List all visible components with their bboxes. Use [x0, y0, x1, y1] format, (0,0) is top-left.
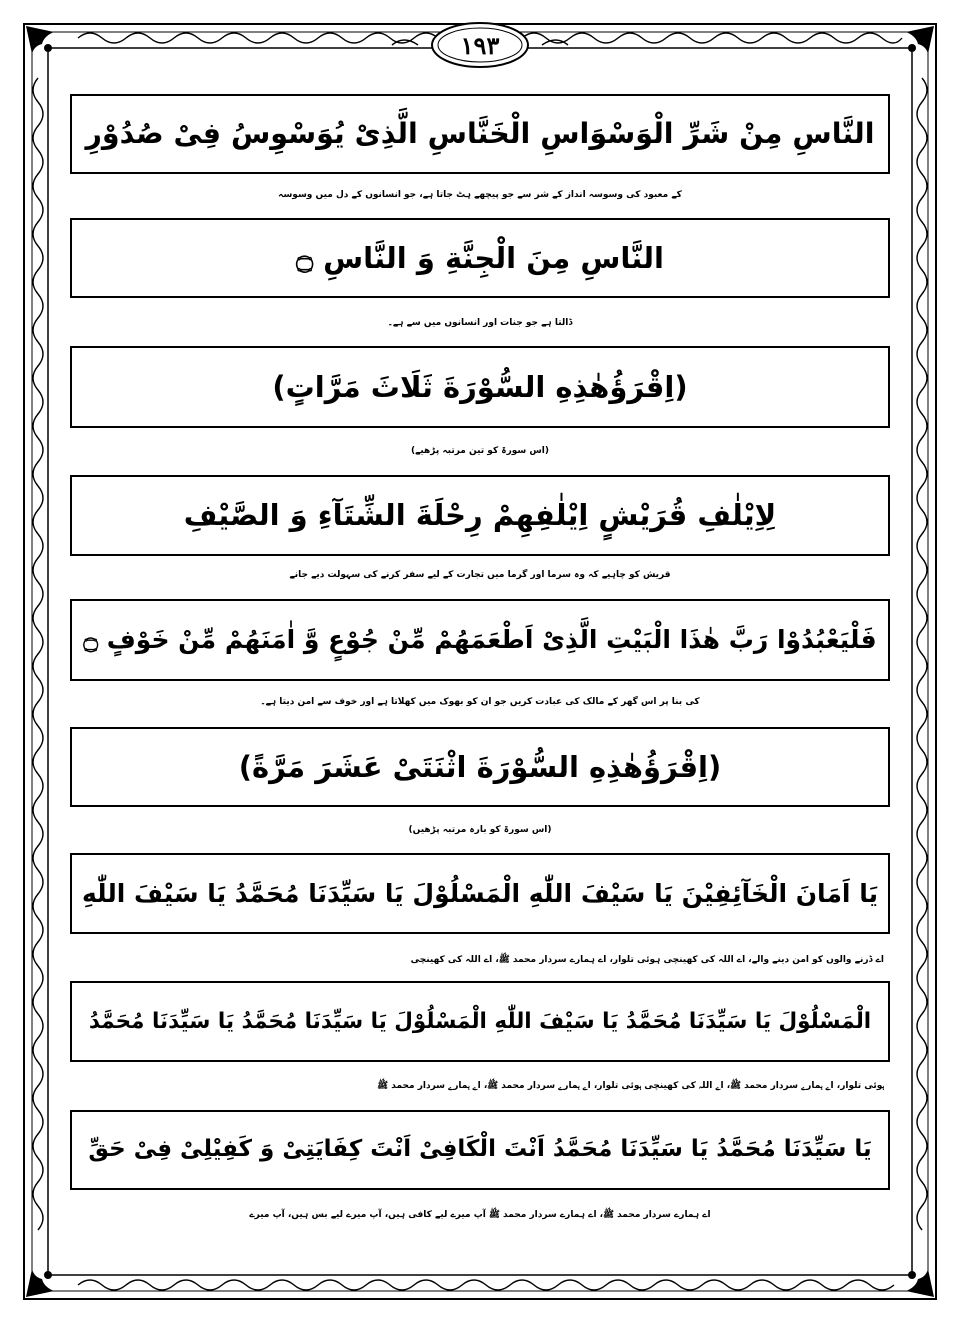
translation-line: کے معبود کی وسوسہ انداز کے شر سے جو پیچھے ہٹ جاتا ہے، جو انسانوں کے دل میں وسوسہ	[278, 190, 682, 200]
verse-box-6	[70, 727, 890, 807]
translation-line: (اس سورۃ کو بارہ مرتبہ پڑھیں)	[408, 825, 552, 835]
translation-line: کی بنا پر اس گھر کے مالک کی عبادت کریں جو ان کو بھوک میں کھلاتا ہے اور خوف سے امن دیتا ہے۔	[260, 697, 700, 707]
verse-text: (اِقْرَؤُهٰذِهِ السُّوْرَةَ اثْنَتَیْ عَشَرَ مَرَّةً)	[238, 749, 722, 784]
verse-text: یَا سَیِّدَنَا مُحَمَّدُ یَا سَیِّدَنَا مُحَمَّدُ اَنْتَ الْکَافِیْ اَنْتَ کِفَایَتِیْ وَ کَفِیْلِیْ فِیْ حَقِّ	[88, 1136, 872, 1163]
verse-text: النَّاسِ مِنْ شَرِّ الْوَسْوَاسِ الْخَنَّاسِ الَّذِیْ یُوَسْوِسُ فِیْ صُدُوْرِ	[85, 116, 875, 150]
translation-line: ڈالتا ہے جو جنات اور انسانوں میں سے ہے۔	[387, 318, 573, 328]
verse-box-5	[70, 599, 890, 681]
translation-line: (اس سورۃ کو تین مرتبہ پڑھیے)	[410, 446, 550, 456]
verse-text: فَلْیَعْبُدُوْا رَبَّ هٰذَا الْبَیْتِ الَّذِیْ اَطْعَمَهُمْ مِّنْ جُوْعٍ وَّ اٰمَنَهُمْ مِّنْ خَوْفٍ ۝	[83, 625, 877, 654]
verse-box-1	[70, 94, 890, 174]
verse-text: الْمَسْلُوْلَ یَا سَیِّدَنَا مُحَمَّدُ یَا سَیْفَ اللّٰهِ الْمَسْلُوْلَ یَا سَیِّدَنَا مُحَمَّدُ یَا سَیِّدَنَا مُحَمَّدُ	[88, 1008, 872, 1034]
translation-line: اے ہمارے سردار محمد ﷺ، اے ہمارے سردار محمد ﷺ آپ میرے لیے کافی ہیں، آپ میرے لیے بس ہیں، آپ میرے	[249, 1210, 711, 1220]
verse-box-9	[70, 1110, 890, 1190]
verse-text: یَا اَمَانَ الْخَآئِفِیْنَ یَا سَیْفَ اللّٰهِ الْمَسْلُوْلَ یَا سَیِّدَنَا مُحَمَّدُ یَا سَیْفَ اللّٰهِ	[82, 878, 878, 908]
verse-text: لِاِیْلٰفِ قُرَیْشٍ اِیْلٰفِهِمْ رِحْلَةَ الشِّتَآءِ وَ الصَّیْفِ	[183, 498, 777, 533]
verse-box-3	[70, 346, 890, 428]
page-number-badge	[434, 22, 526, 68]
page-number: ۱۹۳	[460, 30, 500, 60]
verse-box-2	[70, 218, 890, 298]
verse-text: (اِقْرَؤُهٰذِهِ السُّوْرَةَ ثَلَاثَ مَرَّاتٍ)	[272, 369, 688, 404]
translation-line: ہوئی تلوار، اے ہمارے سردار محمد ﷺ، اے اللہ کی کھینچی ہوئی تلوار، اے ہمارے سردار محمد ﷺ، اے ہمارے سردار محمد ﷺ	[377, 1081, 884, 1091]
verse-text: النَّاسِ مِنَ الْجِنَّةِ وَ النَّاسِ ۝	[296, 240, 664, 275]
verse-box-7	[70, 853, 890, 934]
translation-line: قریش کو چاہیے کہ وہ سرما اور گرما میں تجارت کے لیے سفر کرنے کی سہولت دیے جانے	[289, 570, 671, 580]
verse-box-8	[70, 981, 890, 1062]
translation-line: اے ڈرنے والوں کو امن دینے والے، اے اللہ کی کھینچی ہوئی تلوار، اے ہمارے سردار محمد ﷺ، اے اللہ کی کھینچی	[410, 955, 884, 965]
verse-box-4	[70, 475, 890, 556]
